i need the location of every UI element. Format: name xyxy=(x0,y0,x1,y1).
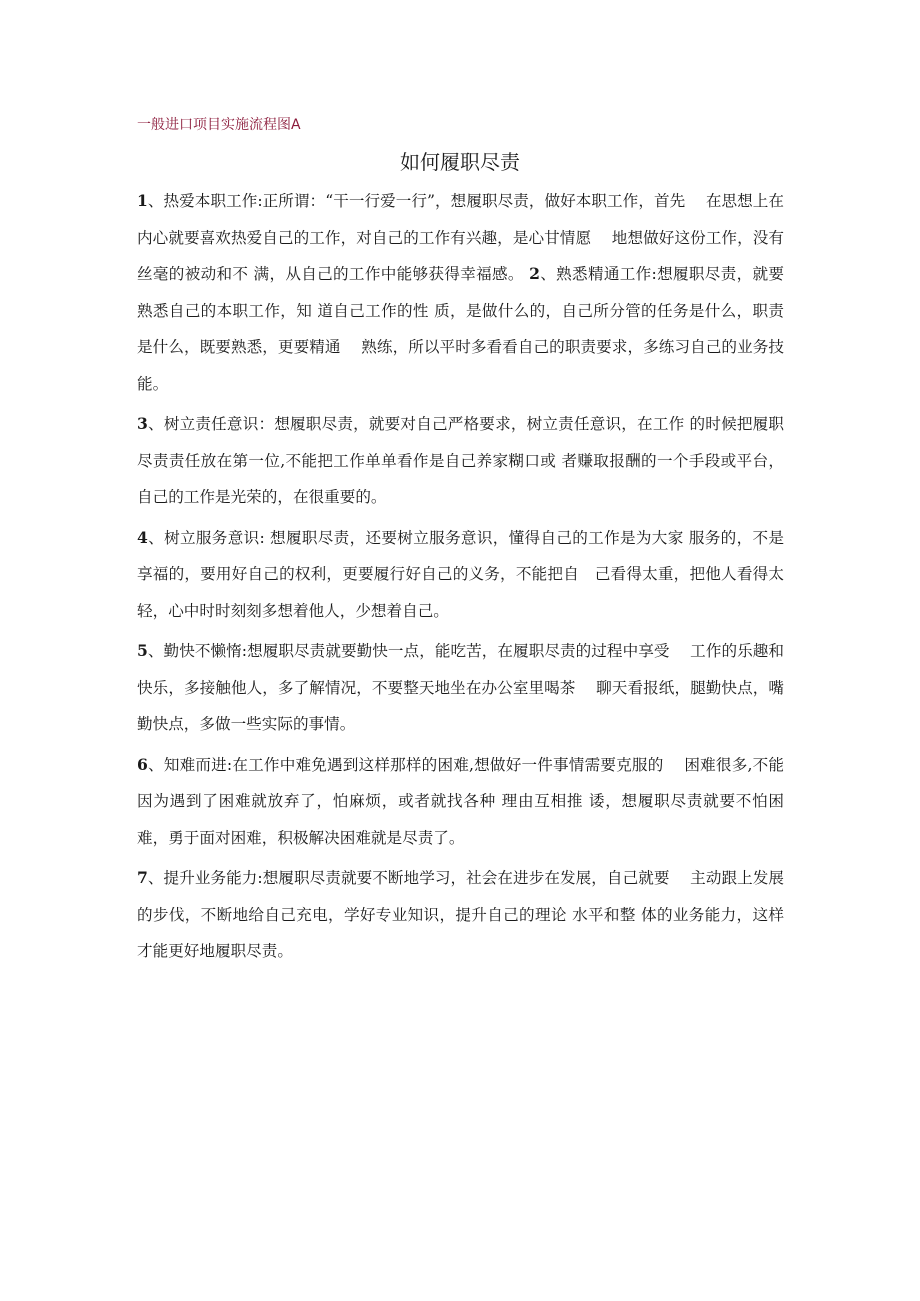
paragraph-number: 3 xyxy=(137,414,148,433)
paragraph-text: 、提升业务能力:想履职尽责就要不断地学习，社会在进步在发展，自己就要 主动跟上发展的步伐，不断地给自己充电，学好专业知识，提升自己的理论 水平和整 体的业务能力，这样才能更好地履职尽责。 xyxy=(137,869,784,960)
paragraph-number: 5 xyxy=(137,641,148,660)
header-link[interactable]: 一般进口项目实施流程图A xyxy=(137,117,301,133)
page-title: 如何履职尽责 xyxy=(400,150,520,174)
paragraph-1 xyxy=(137,183,784,402)
paragraph-text: 、热爱本职工作:正所谓：“干一行爱一行”，想履职尽责，做好本职工作，首先 在思想上在内心就要喜欢热爱自己的工作，对自己的工作有兴趣，是心甘情愿 地想做好这份工作，没有丝毫的被动和不 满，从自己的工作中能够获得幸福感。 xyxy=(137,192,784,283)
paragraph-text: 、勤快不懒惰:想履职尽责就要勤快一点，能吃苦，在履职尽责的过程中享受 工作的乐趣和快乐，多接触他人，多了解情况，不要整天地坐在办公室里喝茶 聊天看报纸，腿勤快点，嘴勤快点，多做一些实际的事情。 xyxy=(137,642,784,733)
paragraph-text: 、知难而进:在工作中难免遇到这样那样的困难,想做好一件事情需要克服的 困难很多,不能因为遇到了困难就放弃了，怕麻烦，或者就找各种 理由互相推 诿，想履职尽责就要不怕困难，勇于面对困难，积极解决困难就是尽责了。 xyxy=(137,755,784,847)
paragraph-4 xyxy=(137,520,784,630)
paragraph-6 xyxy=(137,747,784,857)
paragraph-5 xyxy=(137,633,784,743)
paragraph-text: 、树立责任意识：想履职尽责，就要对自己严格要求，树立责任意识，在工作 的时候把履职尽责责任放在第一位,不能把工作单单看作是自己养家糊口或 者赚取报酬的一个手段或平台，自己的工作是光荣的，在很重要的。 xyxy=(137,415,784,506)
paragraph-text: 、树立服务意识: 想履职尽责，还要树立服务意识，懂得自己的工作是为大家 服务的，不是享福的，要用好自己的权利，更要履行好自己的义务，不能把自 己看得太重，把他人看得太轻，心中时时刻刻多想着他人，少想着自己。 xyxy=(137,528,784,620)
paragraph-number: 6 xyxy=(137,754,148,774)
paragraph-3 xyxy=(137,406,784,516)
paragraph-number: 2 xyxy=(529,264,540,283)
paragraph-number: 7 xyxy=(137,868,148,887)
document-body xyxy=(137,183,784,974)
paragraph-7 xyxy=(137,860,784,970)
paragraph-number: 4 xyxy=(137,527,148,547)
paragraph-text: 、熟悉精通工作:想履职尽责，就要熟悉自己的本职工作，知 道自己工作的性 质，是做什么的，自己所分管的任务是什么，职责是什么，既要熟悉，更要精通 熟练，所以平时多看看自己的职责要求，多练习自己的业务技能。 xyxy=(137,265,784,393)
paragraph-number: 1 xyxy=(137,191,148,210)
